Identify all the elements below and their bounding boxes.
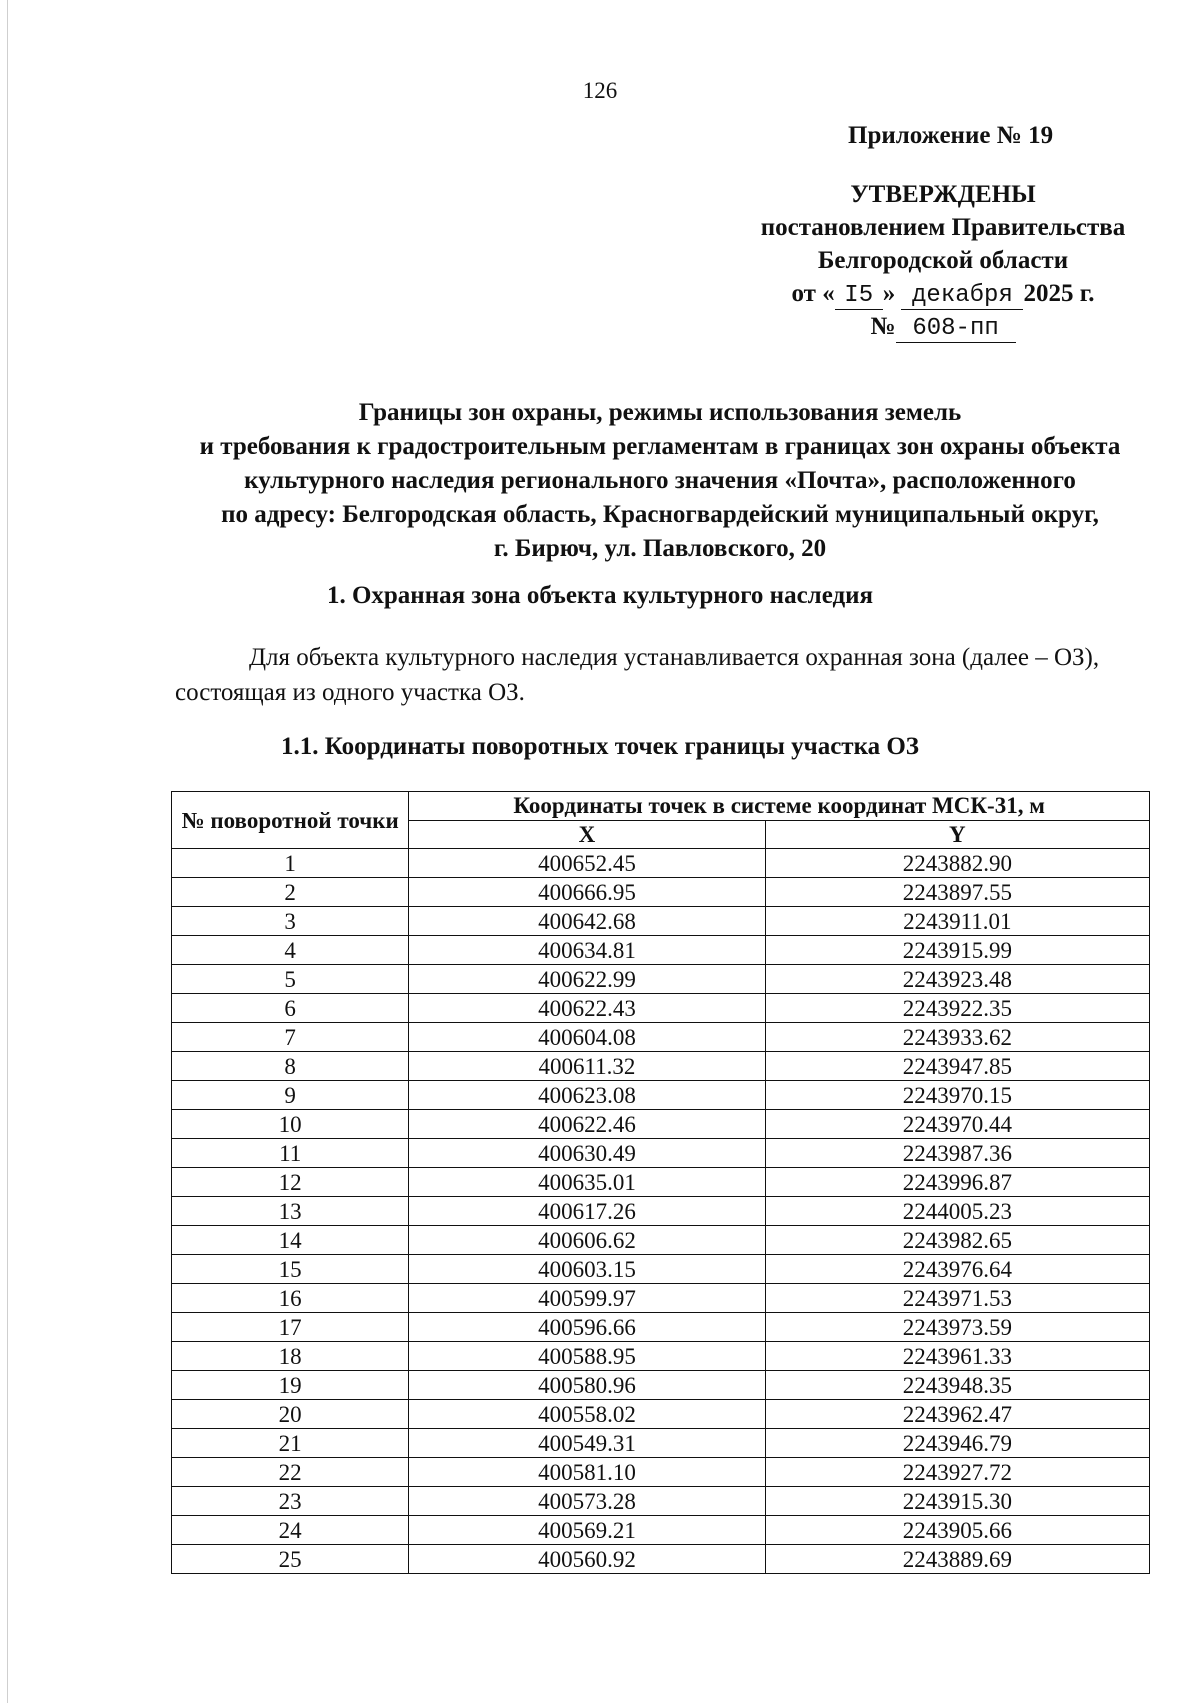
date-year: 2025 г. bbox=[1023, 280, 1095, 307]
cell-x: 400569.21 bbox=[409, 1516, 765, 1545]
cell-x: 400634.81 bbox=[409, 936, 765, 965]
cell-y: 2243922.35 bbox=[765, 994, 1149, 1023]
date-prefix: от « bbox=[791, 280, 835, 307]
cell-y: 2244005.23 bbox=[765, 1197, 1149, 1226]
cell-x: 400622.46 bbox=[409, 1110, 765, 1139]
approval-block bbox=[758, 178, 1128, 343]
table-row bbox=[172, 994, 1150, 1023]
cell-x: 400560.92 bbox=[409, 1545, 765, 1574]
header-point-number: № поворотной точки bbox=[172, 792, 409, 849]
cell-point-number: 4 bbox=[172, 936, 409, 965]
cell-point-number: 6 bbox=[172, 994, 409, 1023]
cell-y: 2243987.36 bbox=[765, 1139, 1149, 1168]
cell-point-number: 20 bbox=[172, 1400, 409, 1429]
header-coordinates: Координаты точек в системе координат МСК-31, м bbox=[409, 792, 1150, 821]
table-row bbox=[172, 1139, 1150, 1168]
cell-x: 400599.97 bbox=[409, 1284, 765, 1313]
cell-point-number: 18 bbox=[172, 1342, 409, 1371]
table-heading: 1.1. Координаты поворотных точек границы участка ОЗ bbox=[281, 733, 919, 760]
table-row bbox=[172, 1110, 1150, 1139]
table-row bbox=[172, 1342, 1150, 1371]
cell-point-number: 1 bbox=[172, 849, 409, 878]
cell-y: 2243927.72 bbox=[765, 1458, 1149, 1487]
cell-y: 2243882.90 bbox=[765, 849, 1149, 878]
date-day: I5 bbox=[835, 283, 883, 310]
cell-x: 400635.01 bbox=[409, 1168, 765, 1197]
cell-point-number: 12 bbox=[172, 1168, 409, 1197]
title-line-5: г. Бирюч, ул. Павловского, 20 bbox=[493, 535, 827, 562]
cell-x: 400611.32 bbox=[409, 1052, 765, 1081]
table-row bbox=[172, 1052, 1150, 1081]
cell-x: 400622.99 bbox=[409, 965, 765, 994]
cell-point-number: 19 bbox=[172, 1371, 409, 1400]
table-row bbox=[172, 1429, 1150, 1458]
approval-date bbox=[758, 277, 1128, 310]
header-y: Y bbox=[765, 821, 1149, 849]
cell-x: 400573.28 bbox=[409, 1487, 765, 1516]
cell-x: 400558.02 bbox=[409, 1400, 765, 1429]
cell-y: 2243996.87 bbox=[765, 1168, 1149, 1197]
title-line-3: культурного наследия регионального значения «Почта», расположенного bbox=[244, 467, 1076, 494]
cell-y: 2243915.99 bbox=[765, 936, 1149, 965]
cell-x: 400622.43 bbox=[409, 994, 765, 1023]
cell-x: 400666.95 bbox=[409, 878, 765, 907]
table-row bbox=[172, 1487, 1150, 1516]
cell-x: 400581.10 bbox=[409, 1458, 765, 1487]
document-title bbox=[160, 396, 1160, 566]
cell-y: 2243971.53 bbox=[765, 1284, 1149, 1313]
cell-point-number: 17 bbox=[172, 1313, 409, 1342]
cell-y: 2243962.47 bbox=[765, 1400, 1149, 1429]
coordinates-table bbox=[171, 791, 1150, 1574]
cell-y: 2243961.33 bbox=[765, 1342, 1149, 1371]
cell-x: 400596.66 bbox=[409, 1313, 765, 1342]
table-row bbox=[172, 1400, 1150, 1429]
cell-point-number: 8 bbox=[172, 1052, 409, 1081]
date-mid: » bbox=[882, 280, 896, 307]
cell-y: 2243970.15 bbox=[765, 1081, 1149, 1110]
cell-y: 2243923.48 bbox=[765, 965, 1149, 994]
section-heading: 1. Охранная зона объекта культурного наследия bbox=[326, 582, 874, 609]
number-prefix: № bbox=[870, 313, 896, 340]
table-row bbox=[172, 878, 1150, 907]
cell-x: 400580.96 bbox=[409, 1371, 765, 1400]
cell-point-number: 3 bbox=[172, 907, 409, 936]
document-number: 608-пп bbox=[896, 316, 1016, 343]
cell-y: 2243897.55 bbox=[765, 878, 1149, 907]
table-body bbox=[172, 849, 1150, 1574]
cell-x: 400588.95 bbox=[409, 1342, 765, 1371]
cell-y: 2243970.44 bbox=[765, 1110, 1149, 1139]
cell-x: 400606.62 bbox=[409, 1226, 765, 1255]
approval-number bbox=[758, 310, 1128, 343]
table-row bbox=[172, 1545, 1150, 1574]
approval-line-2: Белгородской области bbox=[817, 247, 1069, 274]
cell-point-number: 14 bbox=[172, 1226, 409, 1255]
table-row bbox=[172, 1284, 1150, 1313]
table-row bbox=[172, 1255, 1150, 1284]
cell-point-number: 9 bbox=[172, 1081, 409, 1110]
table-row bbox=[172, 1023, 1150, 1052]
cell-y: 2243946.79 bbox=[765, 1429, 1149, 1458]
table-row bbox=[172, 965, 1150, 994]
scan-edge-line bbox=[7, 0, 8, 1703]
cell-y: 2243982.65 bbox=[765, 1226, 1149, 1255]
cell-y: 2243911.01 bbox=[765, 907, 1149, 936]
title-line-4: по адресу: Белгородская область, Красногвардейский муниципальный округ, bbox=[221, 501, 1099, 528]
page-number: 126 bbox=[582, 78, 618, 103]
cell-point-number: 23 bbox=[172, 1487, 409, 1516]
cell-point-number: 7 bbox=[172, 1023, 409, 1052]
title-line-2: и требования к градостроительным регламентам в границах зон охраны объекта bbox=[199, 433, 1121, 460]
cell-y: 2243947.85 bbox=[765, 1052, 1149, 1081]
cell-x: 400652.45 bbox=[409, 849, 765, 878]
cell-x: 400642.68 bbox=[409, 907, 765, 936]
intro-paragraph: Для объекта культурного наследия устанавливается охранная зона (далее – ОЗ), состоящая из одного участка ОЗ. bbox=[175, 644, 1100, 706]
cell-x: 400630.49 bbox=[409, 1139, 765, 1168]
cell-y: 2243973.59 bbox=[765, 1313, 1149, 1342]
table-row bbox=[172, 1168, 1150, 1197]
title-line-1: Границы зон охраны, режимы использования земель bbox=[358, 399, 962, 426]
cell-point-number: 2 bbox=[172, 878, 409, 907]
cell-point-number: 16 bbox=[172, 1284, 409, 1313]
table-row bbox=[172, 936, 1150, 965]
cell-point-number: 11 bbox=[172, 1139, 409, 1168]
date-month: декабря bbox=[901, 283, 1023, 310]
approval-line-1: постановлением Правительства bbox=[760, 214, 1126, 241]
table-row bbox=[172, 1516, 1150, 1545]
table-row bbox=[172, 1197, 1150, 1226]
cell-y: 2243948.35 bbox=[765, 1371, 1149, 1400]
header-x: X bbox=[409, 821, 765, 849]
cell-x: 400623.08 bbox=[409, 1081, 765, 1110]
cell-x: 400604.08 bbox=[409, 1023, 765, 1052]
cell-y: 2243933.62 bbox=[765, 1023, 1149, 1052]
cell-point-number: 5 bbox=[172, 965, 409, 994]
table-row bbox=[172, 1081, 1150, 1110]
table-row bbox=[172, 907, 1150, 936]
cell-point-number: 21 bbox=[172, 1429, 409, 1458]
cell-y: 2243889.69 bbox=[765, 1545, 1149, 1574]
cell-x: 400549.31 bbox=[409, 1429, 765, 1458]
appendix-label: Приложение № 19 bbox=[848, 122, 1054, 149]
cell-point-number: 10 bbox=[172, 1110, 409, 1139]
cell-point-number: 24 bbox=[172, 1516, 409, 1545]
cell-point-number: 15 bbox=[172, 1255, 409, 1284]
approved-heading: УТВЕРЖДЕНЫ bbox=[850, 181, 1036, 208]
table-row bbox=[172, 1458, 1150, 1487]
cell-point-number: 13 bbox=[172, 1197, 409, 1226]
cell-y: 2243905.66 bbox=[765, 1516, 1149, 1545]
table-row bbox=[172, 849, 1150, 878]
cell-point-number: 25 bbox=[172, 1545, 409, 1574]
cell-y: 2243915.30 bbox=[765, 1487, 1149, 1516]
table-row bbox=[172, 1371, 1150, 1400]
cell-point-number: 22 bbox=[172, 1458, 409, 1487]
table-row bbox=[172, 1313, 1150, 1342]
table-row bbox=[172, 1226, 1150, 1255]
cell-x: 400603.15 bbox=[409, 1255, 765, 1284]
cell-x: 400617.26 bbox=[409, 1197, 765, 1226]
cell-y: 2243976.64 bbox=[765, 1255, 1149, 1284]
